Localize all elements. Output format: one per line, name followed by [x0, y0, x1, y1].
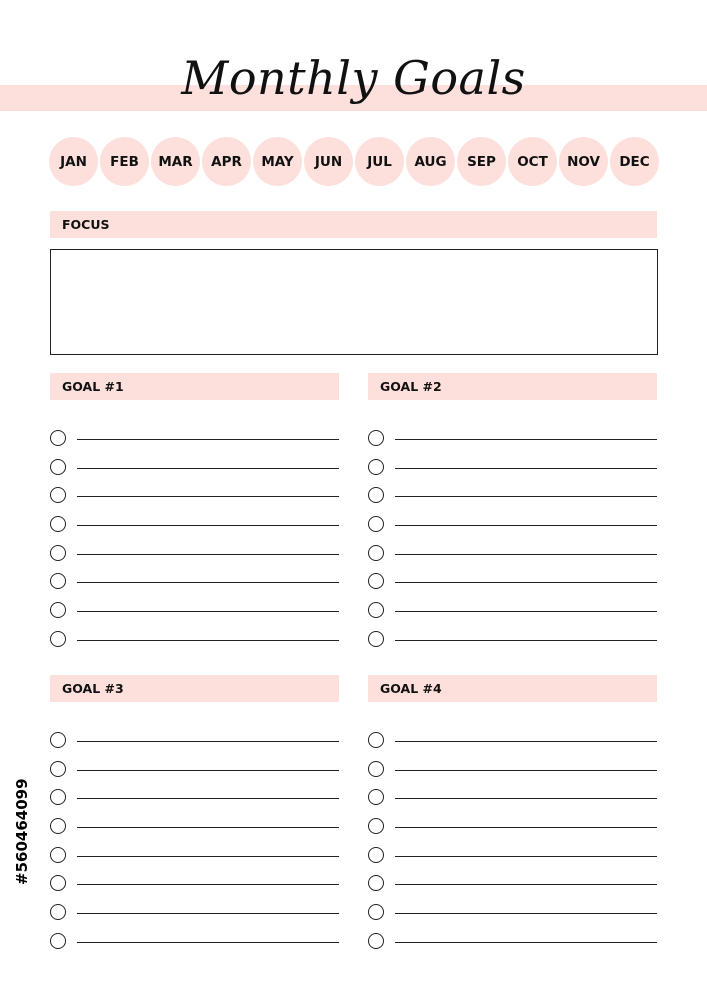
checklist-row	[368, 933, 657, 962]
month-jun[interactable]: JUN	[304, 137, 353, 186]
month-apr[interactable]: APR	[202, 137, 251, 186]
checkbox-circle[interactable]	[368, 516, 384, 532]
checkbox-circle[interactable]	[368, 933, 384, 949]
write-in-line[interactable]	[77, 741, 339, 742]
write-in-line[interactable]	[395, 913, 657, 914]
checkbox-circle[interactable]	[50, 904, 66, 920]
goal-2-checklist	[368, 430, 657, 660]
write-in-line[interactable]	[395, 554, 657, 555]
checklist-row	[50, 933, 339, 962]
checkbox-circle[interactable]	[368, 732, 384, 748]
write-in-line[interactable]	[77, 913, 339, 914]
write-in-line[interactable]	[77, 827, 339, 828]
checkbox-circle[interactable]	[368, 761, 384, 777]
checklist-row	[368, 761, 657, 790]
page-title: Monthly Goals	[181, 51, 526, 105]
write-in-line[interactable]	[77, 798, 339, 799]
write-in-line[interactable]	[395, 468, 657, 469]
write-in-line[interactable]	[77, 496, 339, 497]
checklist-row	[368, 545, 657, 574]
write-in-line[interactable]	[77, 884, 339, 885]
checklist-row	[50, 430, 339, 459]
checklist-row	[50, 847, 339, 876]
write-in-line[interactable]	[77, 770, 339, 771]
goal-1-checklist	[50, 430, 339, 660]
checklist-row	[368, 875, 657, 904]
write-in-line[interactable]	[395, 798, 657, 799]
checklist-row	[50, 875, 339, 904]
checklist-row	[50, 516, 339, 545]
checkbox-circle[interactable]	[50, 875, 66, 891]
checkbox-circle[interactable]	[50, 602, 66, 618]
checkbox-circle[interactable]	[50, 789, 66, 805]
focus-textbox[interactable]	[50, 249, 658, 355]
goal-4-checklist	[368, 732, 657, 962]
checklist-row	[368, 459, 657, 488]
checkbox-circle[interactable]	[50, 516, 66, 532]
checklist-row	[368, 430, 657, 459]
checkbox-circle[interactable]	[50, 573, 66, 589]
checklist-row	[50, 545, 339, 574]
month-sep[interactable]: SEP	[457, 137, 506, 186]
checkbox-circle[interactable]	[50, 732, 66, 748]
checkbox-circle[interactable]	[50, 430, 66, 446]
write-in-line[interactable]	[395, 856, 657, 857]
checklist-row	[50, 459, 339, 488]
goal-3-heading: GOAL #3	[50, 675, 339, 702]
write-in-line[interactable]	[77, 856, 339, 857]
write-in-line[interactable]	[395, 770, 657, 771]
write-in-line[interactable]	[77, 582, 339, 583]
month-feb[interactable]: FEB	[100, 137, 149, 186]
checkbox-circle[interactable]	[368, 875, 384, 891]
checklist-row	[50, 904, 339, 933]
write-in-line[interactable]	[77, 525, 339, 526]
goal-2-heading: GOAL #2	[368, 373, 657, 400]
month-jan[interactable]: JAN	[49, 137, 98, 186]
write-in-line[interactable]	[77, 439, 339, 440]
checkbox-circle[interactable]	[50, 545, 66, 561]
checklist-row	[368, 516, 657, 545]
checklist-row	[50, 789, 339, 818]
write-in-line[interactable]	[395, 611, 657, 612]
checklist-row	[368, 573, 657, 602]
month-aug[interactable]: AUG	[406, 137, 455, 186]
checkbox-circle[interactable]	[368, 545, 384, 561]
checkbox-circle[interactable]	[368, 430, 384, 446]
checkbox-circle[interactable]	[50, 847, 66, 863]
write-in-line[interactable]	[395, 884, 657, 885]
checkbox-circle[interactable]	[368, 847, 384, 863]
checklist-row	[368, 789, 657, 818]
write-in-line[interactable]	[395, 827, 657, 828]
checkbox-circle[interactable]	[50, 631, 66, 647]
write-in-line[interactable]	[77, 554, 339, 555]
write-in-line[interactable]	[77, 942, 339, 943]
month-selector	[49, 137, 659, 187]
checkbox-circle[interactable]	[368, 487, 384, 503]
checkbox-circle[interactable]	[50, 818, 66, 834]
checkbox-circle[interactable]	[368, 459, 384, 475]
month-may[interactable]: MAY	[253, 137, 302, 186]
write-in-line[interactable]	[395, 496, 657, 497]
checkbox-circle[interactable]	[368, 631, 384, 647]
checkbox-circle[interactable]	[50, 487, 66, 503]
checklist-row	[368, 732, 657, 761]
write-in-line[interactable]	[395, 439, 657, 440]
goal-1-heading: GOAL #1	[50, 373, 339, 400]
checklist-row	[368, 904, 657, 933]
checklist-row	[368, 602, 657, 631]
checklist-row	[50, 631, 339, 660]
checkbox-circle[interactable]	[368, 573, 384, 589]
month-dec[interactable]: DEC	[610, 137, 659, 186]
write-in-line[interactable]	[77, 611, 339, 612]
checklist-row	[50, 732, 339, 761]
checklist-row	[50, 602, 339, 631]
stock-id-text: #560464099	[13, 778, 31, 886]
checklist-row	[50, 818, 339, 847]
month-oct[interactable]: OCT	[508, 137, 557, 186]
month-jul[interactable]: JUL	[355, 137, 404, 186]
write-in-line[interactable]	[395, 640, 657, 641]
checklist-row	[368, 818, 657, 847]
write-in-line[interactable]	[77, 468, 339, 469]
goal-4-heading: GOAL #4	[368, 675, 657, 702]
checklist-row	[368, 847, 657, 876]
checklist-row	[50, 573, 339, 602]
write-in-line[interactable]	[77, 640, 339, 641]
checkbox-circle[interactable]	[368, 789, 384, 805]
write-in-line[interactable]	[395, 525, 657, 526]
checklist-row	[50, 487, 339, 516]
goal-3-checklist	[50, 732, 339, 962]
checkbox-circle[interactable]	[368, 602, 384, 618]
write-in-line[interactable]	[395, 942, 657, 943]
checklist-row	[368, 631, 657, 660]
checkbox-circle[interactable]	[368, 818, 384, 834]
month-nov[interactable]: NOV	[559, 137, 608, 186]
checklist-row	[50, 761, 339, 790]
write-in-line[interactable]	[395, 582, 657, 583]
month-mar[interactable]: MAR	[151, 137, 200, 186]
checkbox-circle[interactable]	[50, 933, 66, 949]
checkbox-circle[interactable]	[50, 459, 66, 475]
checklist-row	[368, 487, 657, 516]
checkbox-circle[interactable]	[368, 904, 384, 920]
checkbox-circle[interactable]	[50, 761, 66, 777]
focus-heading: FOCUS	[50, 211, 657, 238]
write-in-line[interactable]	[395, 741, 657, 742]
